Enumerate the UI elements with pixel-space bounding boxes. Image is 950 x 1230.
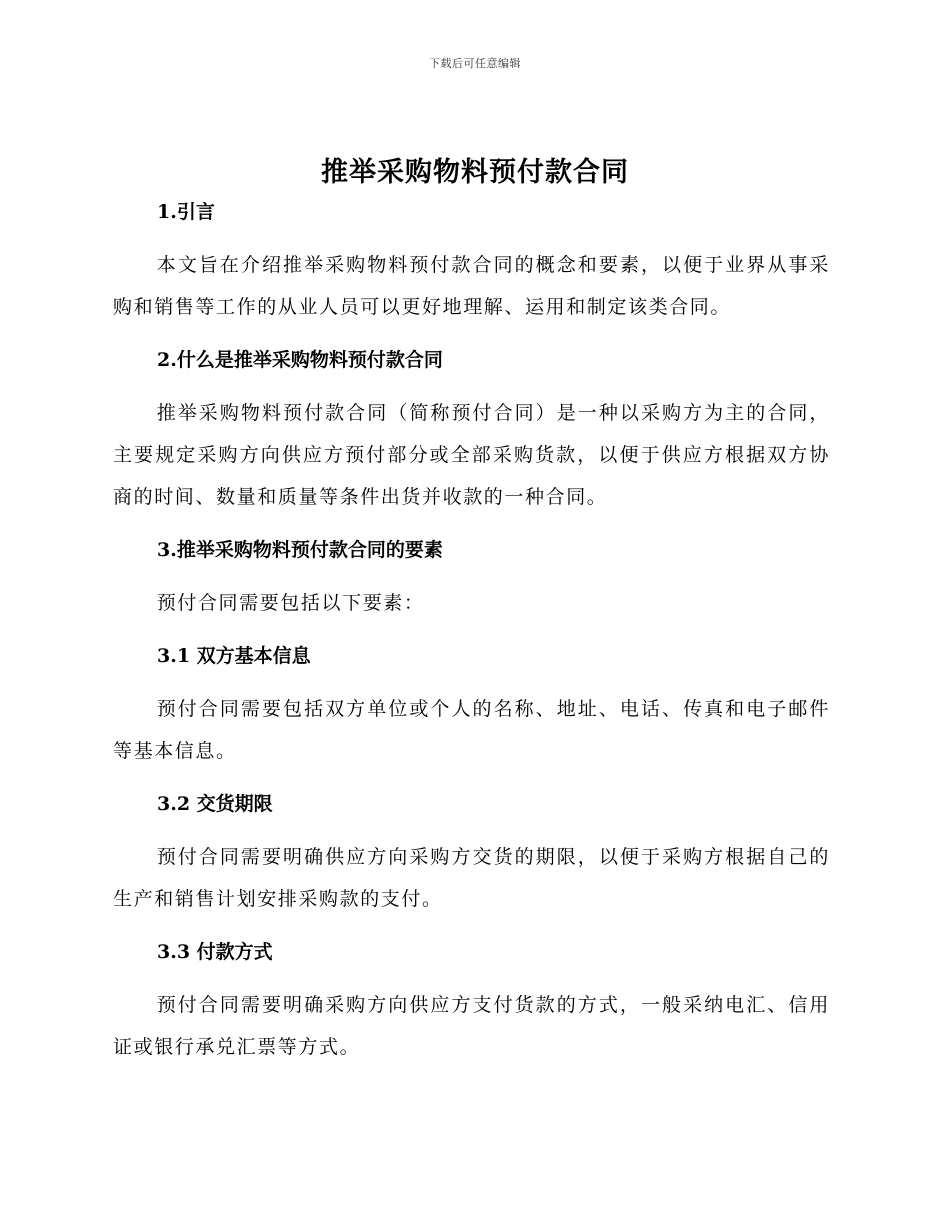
section-heading-definition: 2.什么是推举采购物料预付款合同 [157, 349, 443, 371]
document-body [113, 198, 830, 1068]
section-paragraph-elements: 预付合同需要包括以下要素： [156, 592, 425, 614]
document-title: 推举采购物料预付款合同 [321, 157, 629, 188]
section-heading-payment: 3.3 付款方式 [157, 941, 273, 963]
section-paragraph-payment: 预付合同需要明确采购方向供应方支付货款的方式，一般采纳电汇、信用证或银行承兑汇票等方式。 [113, 994, 830, 1058]
section-paragraph-definition: 推举采购物料预付款合同（简称预付合同）是一种以采购方为主的合同，主要规定采购方向供应方预付部分或全部采购货款，以便于供应方根据双方协商的时间、数量和质量等条件出货并收款的一种合同。 [113, 402, 830, 508]
section-heading-intro: 1.引言 [157, 201, 215, 223]
header-note: 下载后可任意编辑 [429, 57, 521, 70]
section-paragraph-intro: 本文旨在介绍推举采购物料预付款合同的概念和要素，以便于业界从事采购和销售等工作的从业人员可以更好地理解、运用和制定该类合同。 [113, 254, 830, 318]
section-paragraph-delivery: 预付合同需要明确供应方向采购方交货的期限，以便于采购方根据自己的生产和销售计划安排采购款的支付。 [113, 846, 830, 910]
section-paragraph-basic-info: 预付合同需要包括双方单位或个人的名称、地址、电话、传真和电子邮件等基本信息。 [113, 698, 830, 762]
section-heading-basic-info: 3.1 双方基本信息 [157, 645, 311, 667]
section-heading-elements: 3.推举采购物料预付款合同的要素 [157, 539, 443, 561]
section-heading-delivery: 3.2 交货期限 [157, 793, 273, 815]
